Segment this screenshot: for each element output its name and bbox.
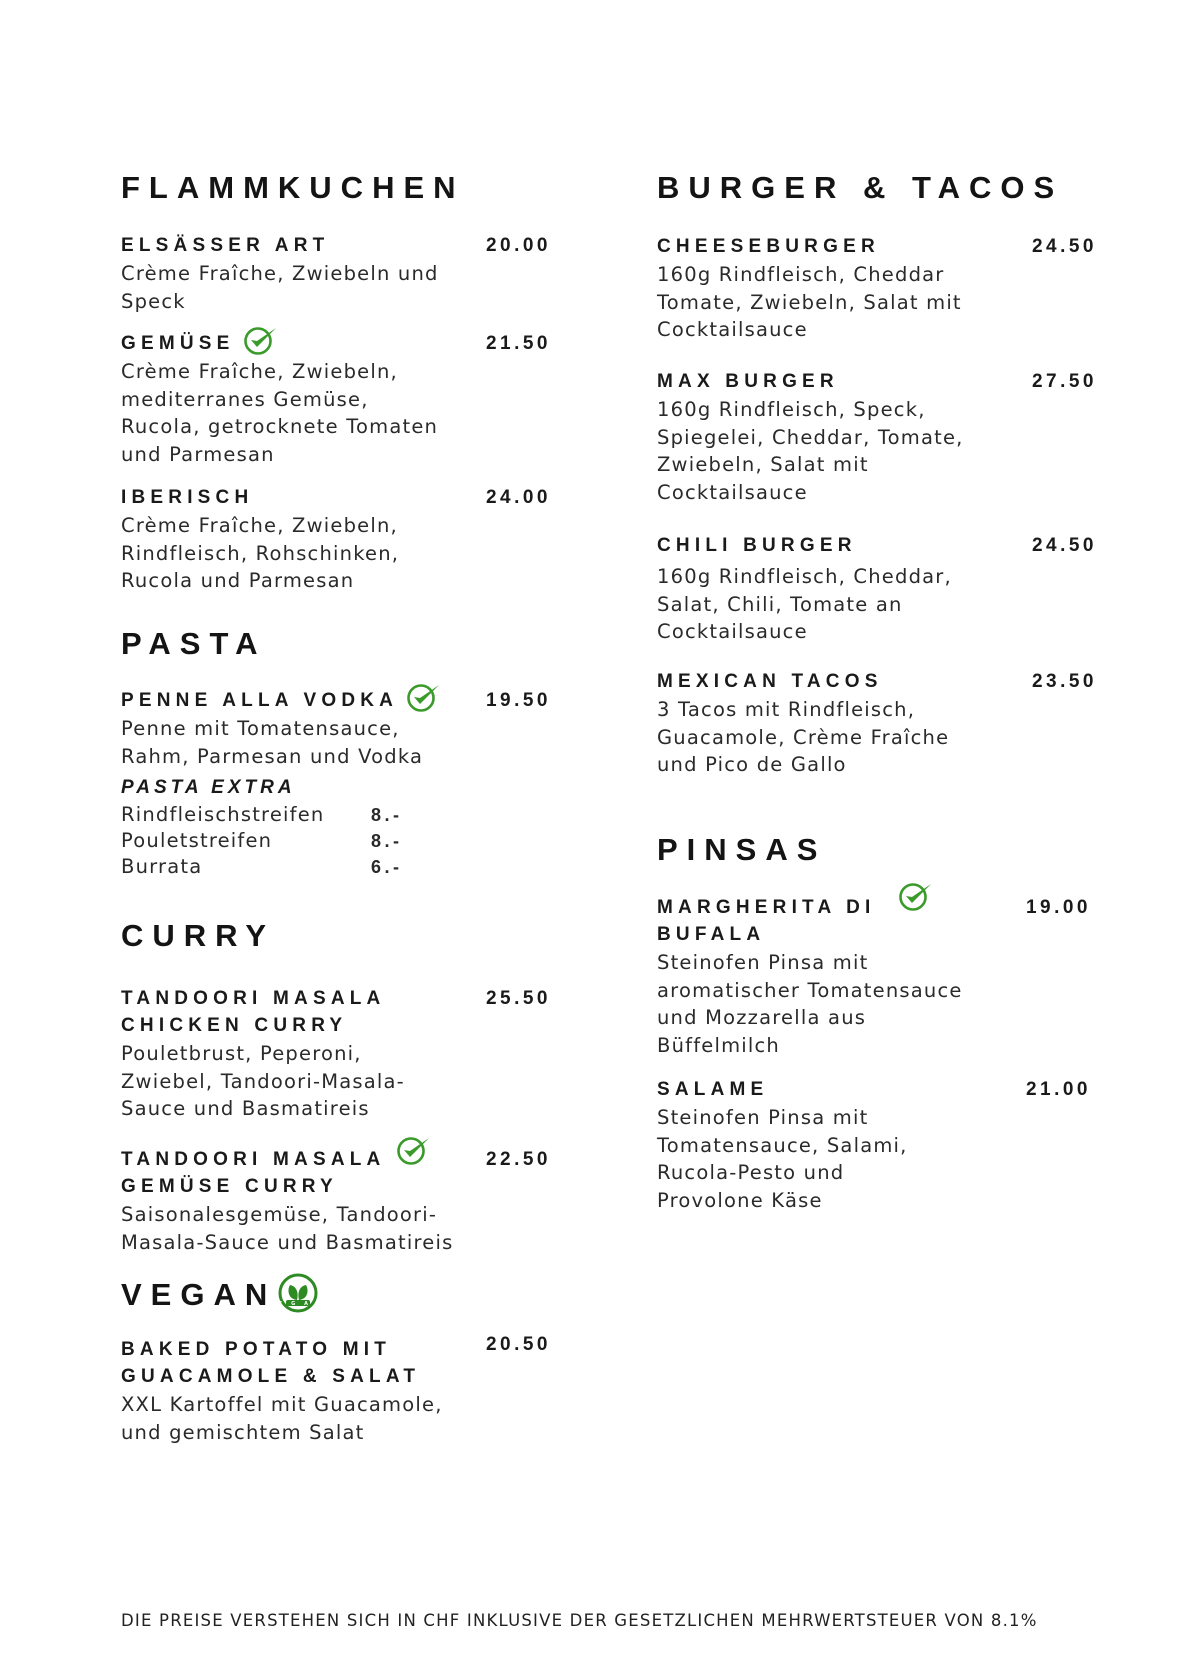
- item-price: 24.50: [1031, 535, 1097, 556]
- item-description: Steinofen Pinsa mit aromatischer Tomatensauce und Mozzarella aus Büffelmilch: [657, 951, 963, 1057]
- section-title-curry: CURRY: [121, 918, 276, 953]
- vegetarian-check-icon: [406, 681, 442, 713]
- item-name: BAKED POTATO MIT GUACAMOLE & SALAT: [121, 1339, 421, 1387]
- vegan-badge-text: VEGAN: [266, 1300, 331, 1307]
- item-price: 24.00: [485, 487, 551, 508]
- item-price: 20.50: [485, 1334, 551, 1355]
- item-description: Crème Fraîche, Zwiebeln, Rindfleisch, Rohschinken, Rucola und Parmesan: [121, 514, 400, 592]
- item-price: 20.00: [485, 235, 551, 256]
- menu-item-max-burger: [657, 368, 1097, 506]
- item-price: 22.50: [485, 1149, 551, 1170]
- vegetarian-check-icon: [243, 324, 279, 356]
- extra-name: Burrata: [121, 855, 203, 878]
- item-name: [121, 330, 451, 357]
- menu-item-chili-burger: [657, 532, 1097, 646]
- section-title-flammkuchen: FLAMMKUCHEN: [121, 170, 465, 205]
- extra-name: Pouletstreifen: [121, 829, 273, 852]
- menu-item-gemuese: [121, 330, 551, 468]
- item-name: MEXICAN TACOS: [657, 671, 883, 692]
- vegetarian-check-icon: [898, 880, 934, 912]
- item-name: [121, 687, 541, 714]
- extra-row: [121, 802, 551, 828]
- vegan-leaf-icon: [266, 1273, 331, 1313]
- pasta-extra-title: PASTA EXTRA: [121, 777, 296, 798]
- extra-name: Rindfleischstreifen: [121, 803, 325, 826]
- item-name: TANDOORI MASALA CHICKEN CURRY: [121, 988, 386, 1036]
- section-title-burger-tacos: BURGER & TACOS: [657, 170, 1064, 205]
- item-price: 27.50: [1031, 371, 1097, 392]
- item-price: 21.50: [485, 333, 551, 354]
- item-name: IBERISCH: [121, 487, 254, 508]
- item-description: 3 Tacos mit Rindfleisch, Guacamole, Crème Fraîche und Pico de Gallo: [657, 698, 950, 776]
- menu-item-salame: [657, 1076, 1097, 1214]
- extra-price: 8.-: [371, 805, 403, 825]
- extra-price: 8.-: [371, 831, 403, 851]
- item-price: 24.50: [1031, 236, 1097, 257]
- item-name-text: GEMÜSE: [121, 333, 235, 354]
- menu-item-chicken-curry: [121, 985, 551, 1123]
- item-name-text: TANDOORI MASALA GEMÜSE CURRY: [121, 1149, 386, 1197]
- item-name: [657, 894, 987, 948]
- section-title-vegan: [121, 1277, 331, 1313]
- menu-item-gemuese-curry: [121, 1146, 551, 1256]
- menu-item-margherita-di-bufala: [657, 894, 1097, 1059]
- extra-price: 6.-: [371, 857, 403, 877]
- item-description: 160g Rindfleisch, Cheddar, Salat, Chili, Tomate an Cocktailsauce: [657, 565, 952, 643]
- item-name-text: MARGHERITA DI BUFALA: [657, 897, 876, 945]
- item-name-text: PENNE ALLA VODKA: [121, 690, 399, 711]
- item-price: 23.50: [1031, 671, 1097, 692]
- item-description: XXL Kartoffel mit Guacamole, und gemischtem Salat: [121, 1393, 443, 1444]
- item-description: Pouletbrust, Peperoni, Zwiebel, Tandoori-Masala- Sauce und Basmatireis: [121, 1042, 405, 1120]
- section-title-text: VEGAN: [121, 1277, 277, 1312]
- menu-item-baked-potato: [121, 1336, 551, 1446]
- item-name: [121, 1146, 451, 1200]
- extra-row: [121, 854, 551, 880]
- menu-item-elsaesser-art: [121, 232, 551, 315]
- item-name: SALAME: [657, 1079, 769, 1100]
- menu-item-cheeseburger: [657, 233, 1097, 344]
- item-price: 19.00: [1025, 897, 1091, 918]
- tax-disclaimer: DIE PREISE VERSTEHEN SICH IN CHF INKLUSIVE DER GESETZLICHEN MEHRWERTSTEUER VON 8.1%: [121, 1611, 1038, 1630]
- menu-item-mexican-tacos: [657, 668, 1097, 779]
- section-title-pasta: PASTA: [121, 626, 267, 661]
- item-description: 160g Rindfleisch, Cheddar Tomate, Zwiebeln, Salat mit Cocktailsauce: [657, 263, 962, 341]
- extra-row: [121, 828, 551, 854]
- item-description: Crème Fraîche, Zwiebeln und Speck: [121, 262, 439, 313]
- menu-item-iberisch: [121, 484, 551, 595]
- item-description: Penne mit Tomatensauce, Rahm, Parmesan und Vodka: [121, 717, 424, 768]
- item-price: 25.50: [485, 988, 551, 1009]
- item-name: CHILI BURGER: [657, 535, 857, 556]
- item-price: 21.00: [1025, 1079, 1091, 1100]
- item-name: ELSÄSSER ART: [121, 235, 330, 256]
- vegetarian-check-icon: [396, 1134, 432, 1166]
- item-description: 160g Rindfleisch, Speck, Spiegelei, Cheddar, Tomate, Zwiebeln, Salat mit Cocktailsauce: [657, 398, 964, 504]
- item-description: Saisonalesgemüse, Tandoori- Masala-Sauce und Basmatireis: [121, 1203, 454, 1254]
- item-name: MAX BURGER: [657, 371, 839, 392]
- item-description: Crème Fraîche, Zwiebeln, mediterranes Gemüse, Rucola, getrocknete Tomaten und Parmesan: [121, 360, 439, 466]
- item-description: Steinofen Pinsa mit Tomatensauce, Salami, Rucola-Pesto und Provolone Käse: [657, 1106, 908, 1212]
- section-title-pinsas: PINSAS: [657, 832, 827, 867]
- menu-item-penne-alla-vodka: [121, 687, 551, 880]
- item-name: CHEESEBURGER: [657, 236, 880, 257]
- item-price: 19.50: [485, 690, 551, 711]
